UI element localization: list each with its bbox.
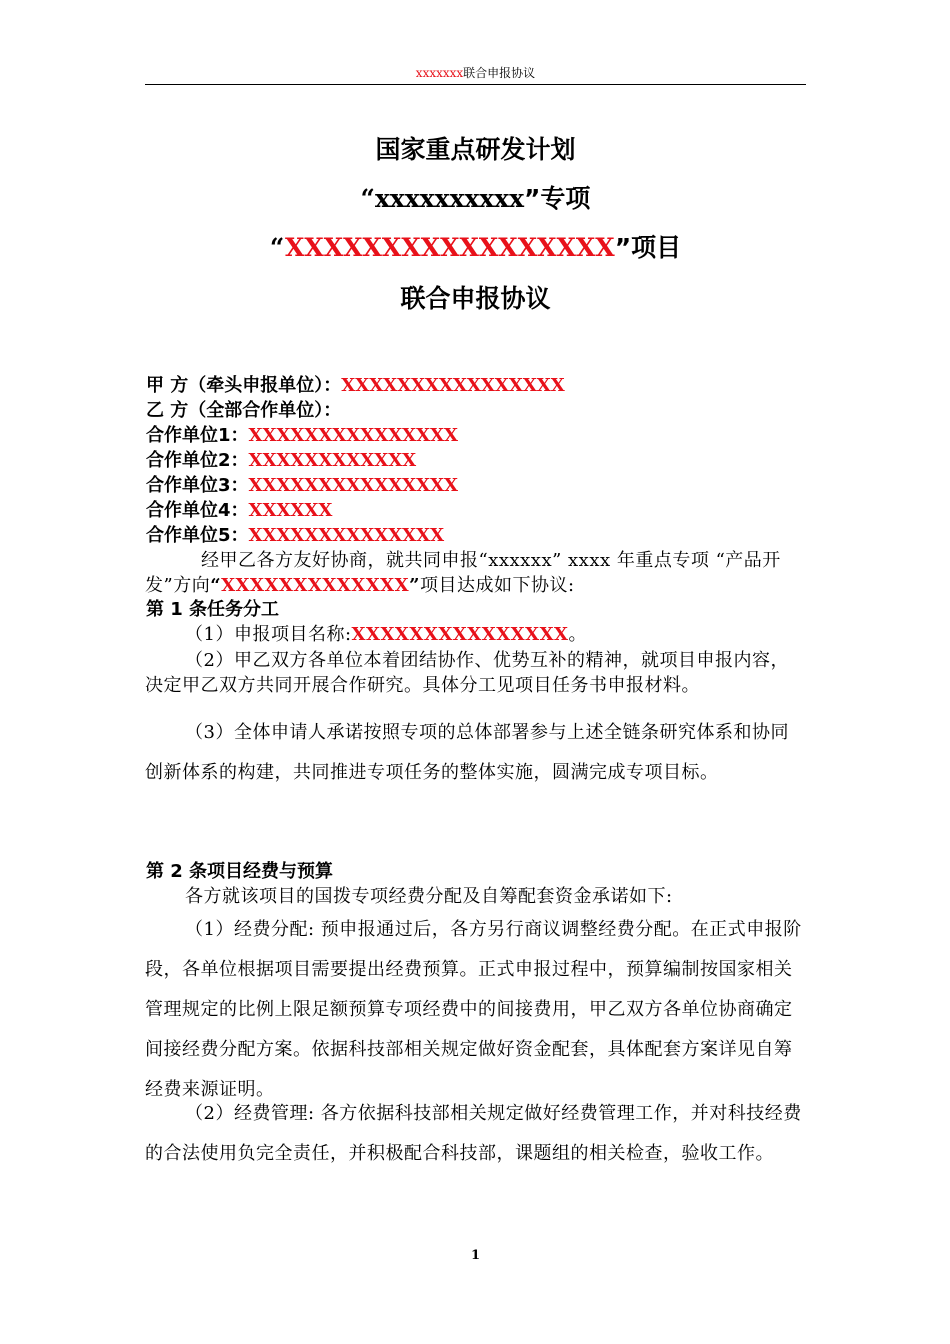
party-a-label: 甲 方（牵头申报单位）： xyxy=(146,375,342,396)
party-b xyxy=(146,399,341,423)
article-1-item-2: （2）甲乙双方各单位本着团结协作、优势互补的精神，就项目申报内容，决定甲乙双方共同开展合作研究。具体分工见项目任务书申报材料。 xyxy=(145,650,789,696)
party-b-label: 乙 方（全部合作单位）： xyxy=(146,400,342,421)
intro-project-name: XXXXXXXXXXXXX xyxy=(221,575,410,596)
project-name: XXXXXXXXXXXXXXXXX xyxy=(284,233,615,262)
partner-3-value: XXXXXXXXXXXXXXX xyxy=(248,475,459,496)
article-2-intro: 各方就该项目的国拨专项经费分配及自筹配套资金承诺如下: xyxy=(185,886,673,907)
partner-5: 合作单位5：XXXXXXXXXXXXXX xyxy=(146,525,445,546)
article-1-item-3: （3）全体申请人承诺按照专项的总体部署参与上述全链条研究体系和协同创新体系的构建，共同推进专项任务的整体实施，圆满完成专项目标。 xyxy=(145,722,789,783)
article-1-item-1: （1）申报项目名称:XXXXXXXXXXXXXXX。 xyxy=(185,624,588,645)
partner-1-value: XXXXXXXXXXXXXXX xyxy=(248,425,459,446)
partner-3: 合作单位3：XXXXXXXXXXXXXXX xyxy=(146,475,459,496)
title-line-1: 国家重点研发计划 xyxy=(375,135,576,164)
declared-project-name: XXXXXXXXXXXXXXX xyxy=(351,624,569,645)
special-program-name: xxxxxxxxxx xyxy=(374,184,524,213)
header-title: 联合申报协议 xyxy=(463,66,536,80)
party-a xyxy=(146,374,565,398)
article-2-item-2: （2）经费管理: 各方依据科技部相关规定做好经费管理工作，并对科技经费的合法使用负完全责任，并积极配合科技部，课题组的相关检查，验收工作。 xyxy=(145,1103,802,1164)
partner-4: 合作单位4：XXXXXX xyxy=(146,500,333,521)
partner-5-value: XXXXXXXXXXXXXX xyxy=(248,525,445,546)
article-2-item-1: （1）经费分配: 预申报通过后，各方另行商议调整经费分配。在正式申报阶段，各单位根据项目需要提出经费预算。正式申报过程中，预算编制按国家相关管理规定的比例上限足额预算专项经费中的间接费用，甲乙双方各单位协商确定间接经费分配方案。依据科技部相关规定做好资金配套，具体配套方案详见自筹经费来源证明。 xyxy=(145,919,802,1100)
article-2-heading: 第 2 条项目经费与预算 xyxy=(146,861,334,882)
intro-paragraph: 经甲乙各方友好协商，就共同申报“xxxxxx” xxxx 年重点专项 “产品开发”方向“XXXXXXXXXXXXX”项目达成如下协议: xyxy=(145,550,781,596)
title-line-4: 联合申报协议 xyxy=(400,284,551,313)
partner-2-value: XXXXXXXXXXXX xyxy=(248,450,417,471)
page-header xyxy=(145,64,806,84)
partner-4-value: XXXXXX xyxy=(248,500,333,521)
partner-1: 合作单位1：XXXXXXXXXXXXXXX xyxy=(146,425,459,446)
page-number: 1 xyxy=(470,1248,481,1263)
title-line-3: “XXXXXXXXXXXXXXXXX”项目 xyxy=(269,233,682,262)
partner-2: 合作单位2：XXXXXXXXXXXX xyxy=(146,450,417,471)
title-line-2: “xxxxxxxxxx”专项 xyxy=(360,184,591,213)
header-prefix: xxxxxxx xyxy=(415,66,464,80)
header-divider xyxy=(145,84,806,85)
article-1-heading: 第 1 条任务分工 xyxy=(146,599,280,620)
party-a-value: XXXXXXXXXXXXXXXX xyxy=(341,375,565,396)
